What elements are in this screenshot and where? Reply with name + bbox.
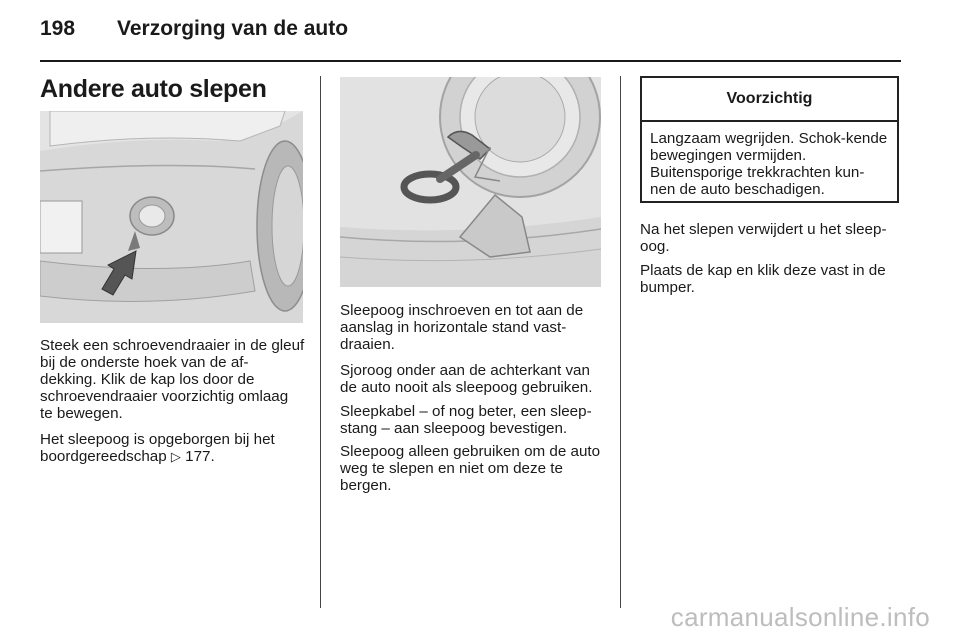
storage-text: Het sleepoog is opgeborgen bij het boordgereedschap xyxy=(40,431,275,465)
screw-in-paragraph: Sleepoog inschroeven en tot aan de aanslag in horizontale stand vast-draaien. xyxy=(340,302,584,353)
column-divider-right xyxy=(620,76,621,608)
column-divider-left xyxy=(320,76,321,608)
page-reference-icon: ▷ xyxy=(170,449,181,464)
instruction-paragraph: Steek een schroevendraaier in de gleuf bij de onderste hoek van de af-dekking. Klik de kap los door de schroevendraaier voorzichtig omlaag te bewegen. xyxy=(40,337,305,422)
header-rule xyxy=(40,60,901,62)
figure-rear-bumper-cover xyxy=(40,111,303,323)
watermark: carmanualsonline.info xyxy=(670,602,930,632)
tow-cable-paragraph: Sleepkabel – of nog beter, een sleep-stang – aan sleepoog bevestigen. xyxy=(340,403,592,437)
caution-box xyxy=(640,76,899,203)
cover-paragraph: Plaats de kap en klik deze vast in de bumper. xyxy=(640,262,886,296)
removal-paragraph: Na het slepen verwijdert u het sleep-oog. xyxy=(640,221,887,255)
storage-paragraph xyxy=(40,431,305,465)
page-number: 198 xyxy=(40,17,76,40)
usage-paragraph: Sleepoog alleen gebruiken om de auto weg te slepen en niet om deze te bergen. xyxy=(340,443,601,494)
caution-title: Voorzichtig xyxy=(642,78,897,122)
page-reference[interactable]: 177. xyxy=(185,448,215,465)
section-title: Andere auto slepen xyxy=(40,75,267,103)
caution-text: Langzaam wegrijden. Schok-kende bewegingen vermijden. Buitensporige trekkrachten kun-nen de auto beschadigen. xyxy=(650,130,888,198)
figure-tow-eye xyxy=(340,77,601,287)
lashing-eye-paragraph: Sjoroog onder aan de achterkant van de auto nooit als sleepoog gebruiken. xyxy=(340,362,593,396)
running-head: Verzorging van de auto xyxy=(117,17,349,40)
